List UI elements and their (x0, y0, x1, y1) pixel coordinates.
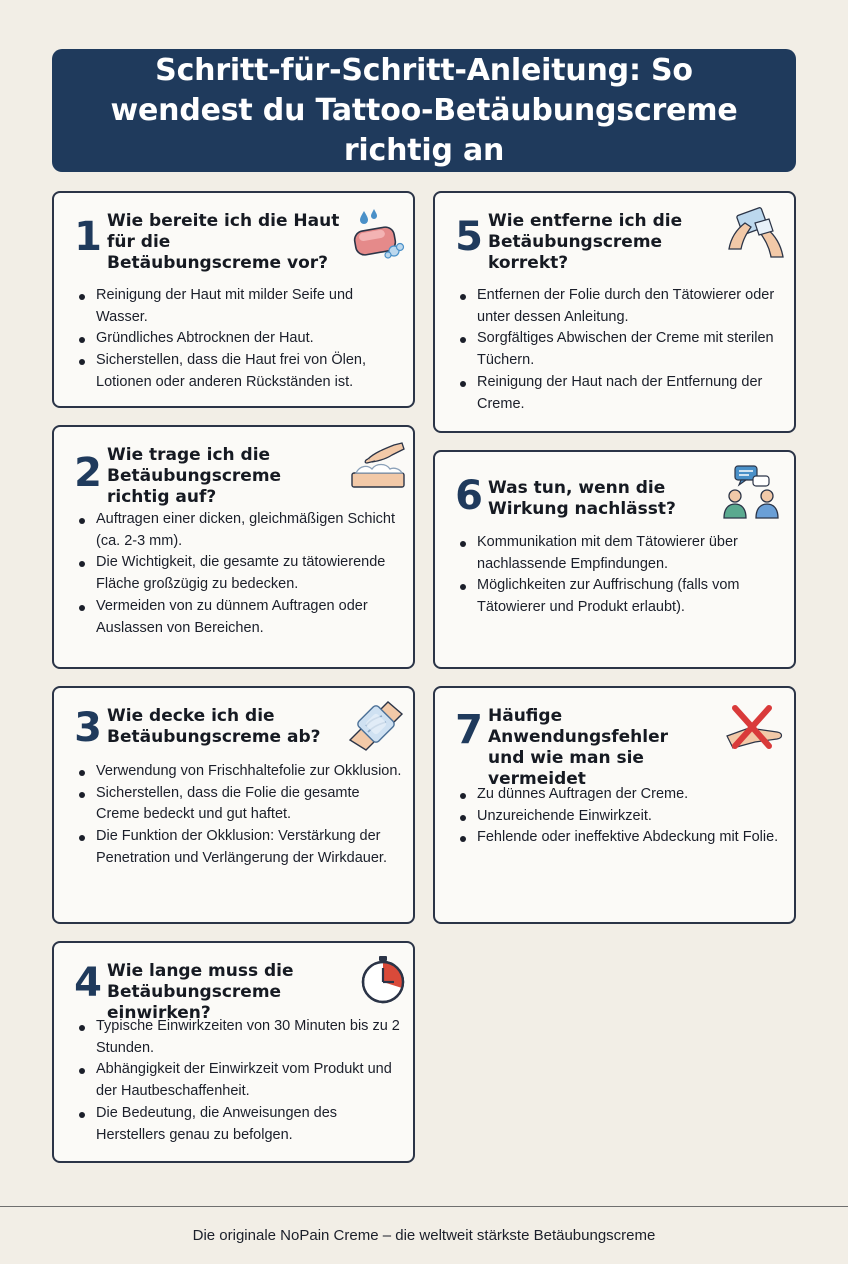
step-number: 2 (74, 450, 102, 496)
list-item: Entfernen der Folie durch den Tätowierer oder unter dessen Anleitung. (457, 285, 784, 328)
step-bullets (76, 285, 403, 394)
list-item: Zu dünnes Auftragen der Creme. (457, 784, 784, 806)
step-card-5 (433, 191, 796, 433)
list-item: Unzureichende Einwirkzeit. (457, 806, 784, 828)
step-title: Wie bereite ich die Haut für die Betäubungscreme vor? (107, 211, 340, 273)
step-card-6 (433, 450, 796, 669)
list-item: Kommunikation mit dem Tätowierer über nachlassende Empfindungen. (457, 532, 784, 575)
step-number: 6 (455, 473, 483, 519)
plastic-wrap-icon (348, 696, 404, 752)
step-title: Wie entferne ich die Betäubungscreme korrekt? (488, 211, 683, 273)
step-bullets (76, 1016, 403, 1146)
list-item: Reinigung der Haut mit milder Seife und Wasser. (76, 285, 403, 328)
step-card-2 (52, 425, 415, 669)
list-item: Typische Einwirkzeiten von 30 Minuten bis zu 2 Stunden. (76, 1016, 403, 1059)
step-number: 3 (74, 705, 102, 751)
list-item: Vermeiden von zu dünnem Auftragen oder Auslassen von Bereichen. (76, 596, 403, 639)
list-item: Möglichkeiten zur Auffrischung (falls vom Tätowierer und Produkt erlaubt). (457, 575, 784, 618)
step-title: Wie trage ich die Betäubungscreme richtig auf? (107, 445, 282, 507)
wiping-hands-icon (725, 205, 787, 261)
step-bullets (76, 761, 403, 870)
cross-mark-icon (725, 704, 787, 752)
step-bullets (457, 784, 784, 849)
step-title: Häufige Anwendungsfehler und wie man sie vermeidet (488, 706, 669, 789)
cream-application-icon (348, 435, 408, 491)
list-item: Die Funktion der Okklusion: Verstärkung der Penetration und Verlängerung der Wirkdauer. (76, 826, 403, 869)
list-item: Verwendung von Frischhaltefolie zur Okklusion. (76, 761, 403, 783)
list-item: Die Bedeutung, die Anweisungen des Herstellers genau zu befolgen. (76, 1103, 403, 1146)
list-item: Abhängigkeit der Einwirkzeit vom Produkt und der Hautbeschaffenheit. (76, 1059, 403, 1102)
step-number: 5 (455, 214, 483, 260)
step-title: Wie decke ich die Betäubungscreme ab? (107, 706, 321, 747)
list-item: Gründliches Abtrocknen der Haut. (76, 328, 403, 350)
list-item: Sicherstellen, dass die Folie die gesamte Creme bedeckt und gut haftet. (76, 783, 403, 826)
list-item: Fehlende oder ineffektive Abdeckung mit Folie. (457, 827, 784, 849)
footer-text: Die originale NoPain Creme – die weltweit stärkste Betäubungscreme (192, 1227, 656, 1244)
step-number: 7 (455, 707, 483, 753)
step-number: 1 (74, 214, 102, 260)
list-item: Reinigung der Haut nach der Entfernung der Creme. (457, 372, 784, 415)
list-item: Auftragen einer dicken, gleichmäßigen Schicht (ca. 2-3 mm). (76, 509, 403, 552)
list-item: Die Wichtigkeit, die gesamte zu tätowierende Fläche großzügig zu bedecken. (76, 552, 403, 595)
step-title: Wie lange muss die Betäubungscreme einwirken? (107, 961, 294, 1023)
step-title: Was tun, wenn die Wirkung nachlässt? (488, 478, 676, 519)
list-item: Sicherstellen, dass die Haut frei von Ölen, Lotionen oder anderen Rückständen ist. (76, 350, 403, 393)
step-bullets (76, 509, 403, 639)
soap-icon (350, 207, 406, 263)
step-card-3 (52, 686, 415, 924)
step-bullets (457, 532, 784, 619)
list-item: Sorgfältiges Abwischen der Creme mit sterilen Tüchern. (457, 328, 784, 371)
timer-icon (358, 955, 408, 1005)
step-card-7 (433, 686, 796, 924)
conversation-icon (721, 464, 783, 520)
page-title: Schritt-für-Schritt-Anleitung: So wendest du Tattoo-Betäubungscreme richtig an (110, 52, 738, 168)
page-header (52, 49, 796, 172)
step-bullets (457, 285, 784, 415)
step-card-1 (52, 191, 415, 408)
step-number: 4 (74, 960, 102, 1006)
footer-divider (0, 1206, 848, 1207)
step-card-4 (52, 941, 415, 1163)
